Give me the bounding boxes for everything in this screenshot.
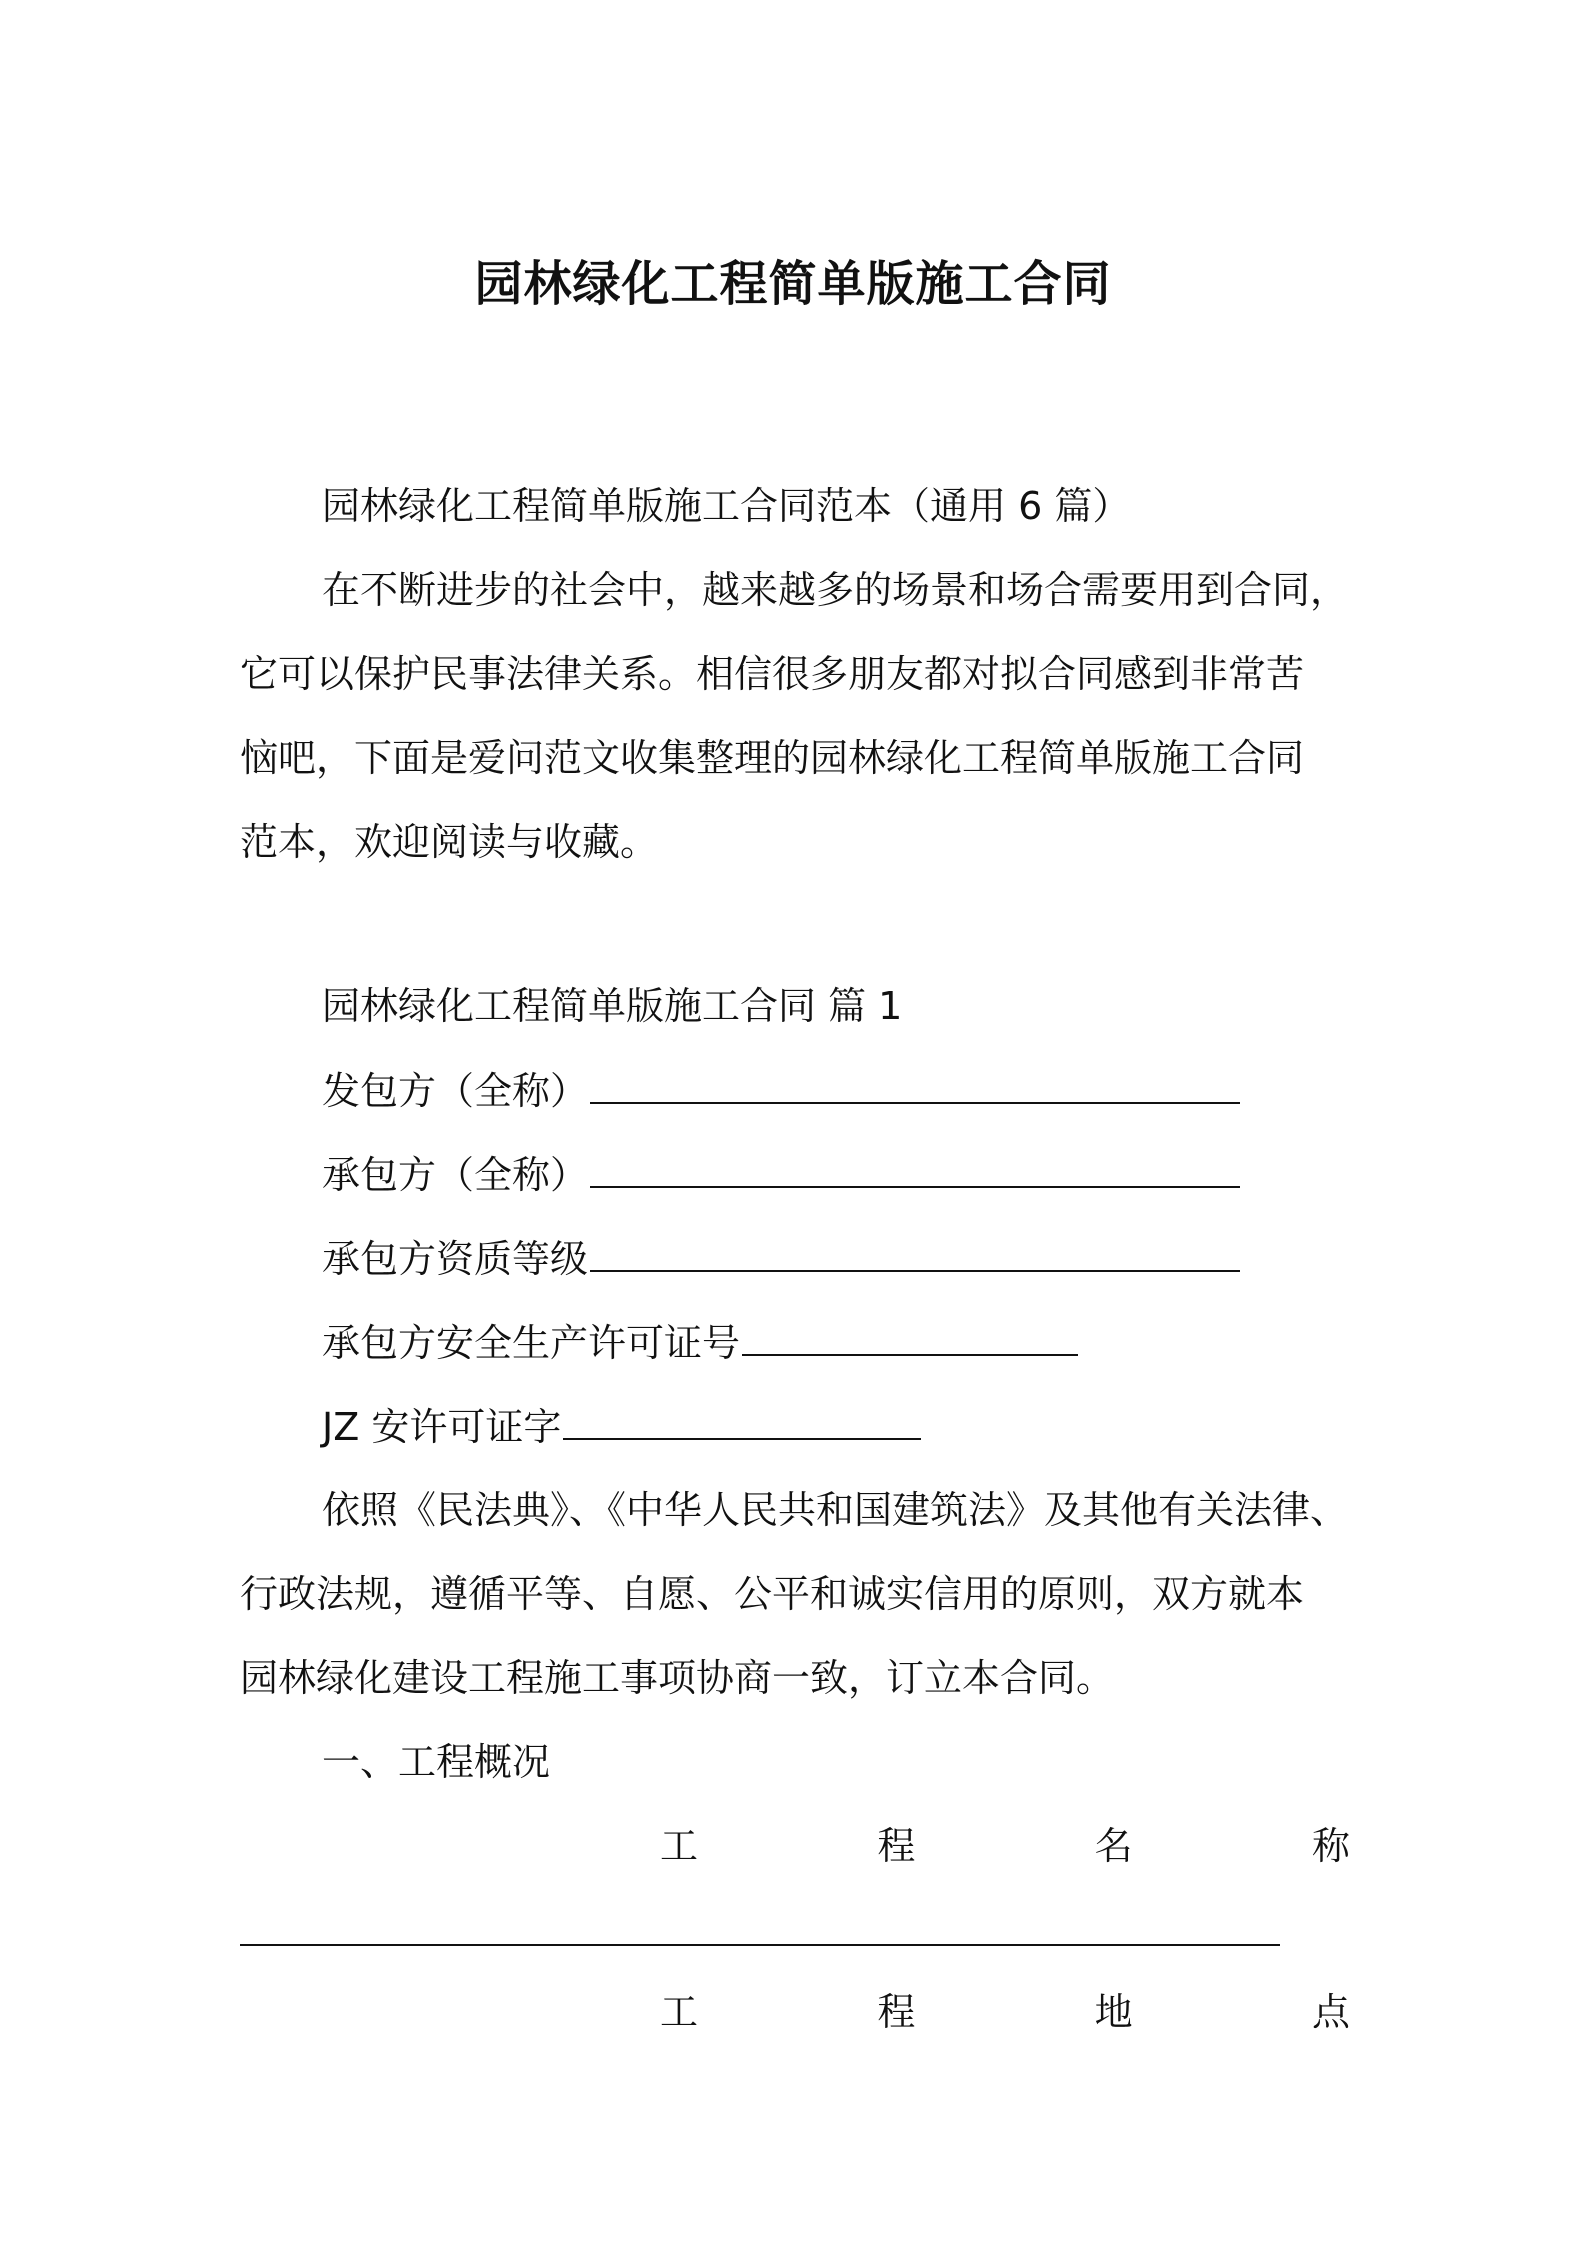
basis-line-2: 行政法规，遵循平等、自愿、公平和诚实信用的原则，双方就本	[240, 1572, 1305, 1616]
label-char: 工	[660, 1990, 699, 2034]
field-label: 承包方资质等级	[322, 1237, 589, 1281]
label-char: 称	[1311, 1824, 1350, 1868]
project-name-blank[interactable]	[240, 1944, 1280, 1946]
label-char: 地	[1094, 1990, 1133, 2034]
project-name-label	[660, 1822, 1350, 1870]
intro-line-1: 在不断进步的社会中，越来越多的场景和场合需要用到合同，	[322, 568, 1349, 612]
field-label: JZ 安许可证字	[322, 1405, 562, 1449]
article-one-heading: 一、工程概况	[322, 1740, 551, 1784]
intro-line-4: 范本，欢迎阅读与收藏。	[240, 820, 659, 864]
label-char: 工	[660, 1824, 699, 1868]
field-label: 承包方安全生产许可证号	[322, 1321, 741, 1365]
fill-in-blank[interactable]	[590, 1150, 1240, 1188]
field-jz-license	[322, 1402, 921, 1451]
label-char: 点	[1311, 1990, 1350, 2034]
section-heading: 园林绿化工程简单版施工合同 篇 1	[322, 984, 903, 1028]
intro-line-3: 恼吧，下面是爱问范文收集整理的园林绿化工程简单版施工合同	[240, 736, 1305, 780]
field-employer	[322, 1066, 1240, 1115]
field-contractor	[322, 1150, 1240, 1199]
basis-line-1: 依照《民法典》、《中华人民共和国建筑法》及其他有关法律、	[322, 1488, 1349, 1532]
field-qualification	[322, 1234, 1240, 1283]
field-safety-license	[322, 1318, 1078, 1367]
project-location-label	[660, 1988, 1350, 2036]
label-char: 程	[877, 1824, 916, 1868]
intro-line-2: 它可以保护民事法律关系。相信很多朋友都对拟合同感到非常苦	[240, 652, 1305, 696]
fill-in-blank[interactable]	[563, 1402, 921, 1440]
document-subtitle: 园林绿化工程简单版施工合同范本（通用 6 篇）	[322, 484, 1131, 528]
label-char: 程	[877, 1990, 916, 2034]
field-label: 发包方（全称）	[322, 1069, 589, 1113]
fill-in-blank[interactable]	[742, 1318, 1078, 1356]
document-title: 园林绿化工程简单版施工合同	[474, 256, 1112, 312]
fill-in-blank[interactable]	[590, 1234, 1240, 1272]
label-char: 名	[1094, 1824, 1133, 1868]
field-label: 承包方（全称）	[322, 1153, 589, 1197]
fill-in-blank[interactable]	[590, 1066, 1240, 1104]
basis-line-3: 园林绿化建设工程施工事项协商一致，订立本合同。	[240, 1656, 1115, 1700]
